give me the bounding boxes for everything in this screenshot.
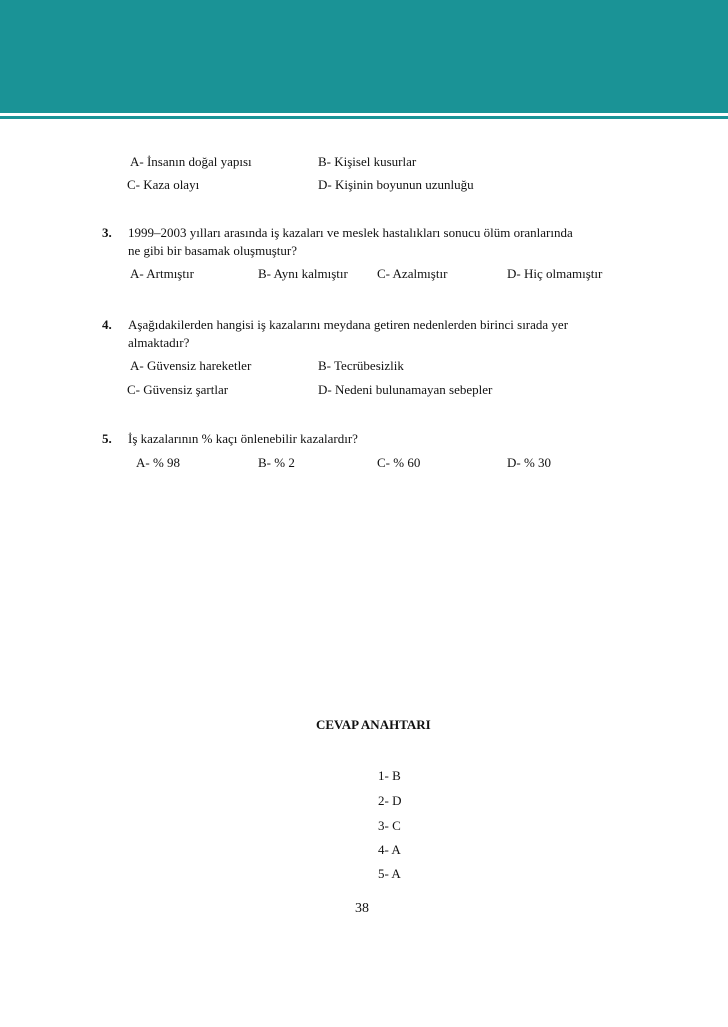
answer-key-title: CEVAP ANAHTARI: [316, 717, 431, 732]
q3-text-line2: ne gibi bir basamak oluşmuştur?: [128, 243, 297, 258]
q4-option-b: B- Tecrübesizlik: [318, 358, 404, 373]
q3-option-c: C- Azalmıştır: [377, 266, 448, 281]
q1-option-d: D- Kişinin boyunun uzunluğu: [318, 177, 474, 192]
q1-option-a: A- İnsanın doğal yapısı: [130, 154, 252, 169]
q5-option-d: D- % 30: [507, 455, 552, 470]
q5-option-c: C- % 60: [377, 455, 421, 470]
answer-item: 5- A: [378, 866, 401, 881]
q3-number: 3.: [102, 225, 112, 240]
q3-option-d: D- Hiç olmamıştır: [507, 266, 603, 281]
header-banner: [0, 0, 728, 113]
q4-text-line1: Aşağıdakilerden hangisi iş kazalarını meydana getiren nedenlerden birinci sırada yer: [128, 317, 569, 332]
q3-text-line1: 1999–2003 yılları arasında iş kazaları ve meslek hastalıkları sonucu ölüm oranlarında: [128, 225, 573, 240]
q3-option-b: B- Aynı kalmıştır: [258, 266, 348, 281]
q1-option-b: B- Kişisel kusurlar: [318, 154, 417, 169]
answer-item: 2- D: [378, 793, 402, 808]
q4-option-c: C- Güvensiz şartlar: [127, 382, 229, 397]
header-rule: [0, 116, 728, 119]
q1-option-c: C- Kaza olayı: [127, 177, 200, 192]
q4-option-d: D- Nedeni bulunamayan sebepler: [318, 382, 493, 397]
answer-item: 3- C: [378, 818, 401, 833]
answer-item: 1- B: [378, 768, 401, 783]
q5-text-line1: İş kazalarının % kaçı önlenebilir kazalardır?: [128, 431, 358, 446]
page-number: 38: [355, 901, 369, 916]
q4-number: 4.: [102, 317, 112, 332]
q5-option-b: B- % 2: [258, 455, 295, 470]
q4-option-a: A- Güvensiz hareketler: [130, 358, 252, 373]
q5-number: 5.: [102, 431, 112, 446]
answer-item: 4- A: [378, 842, 401, 857]
q4-text-line2: almaktadır?: [128, 335, 190, 350]
q3-option-a: A- Artmıştır: [130, 266, 194, 281]
q5-option-a: A- % 98: [136, 455, 181, 470]
